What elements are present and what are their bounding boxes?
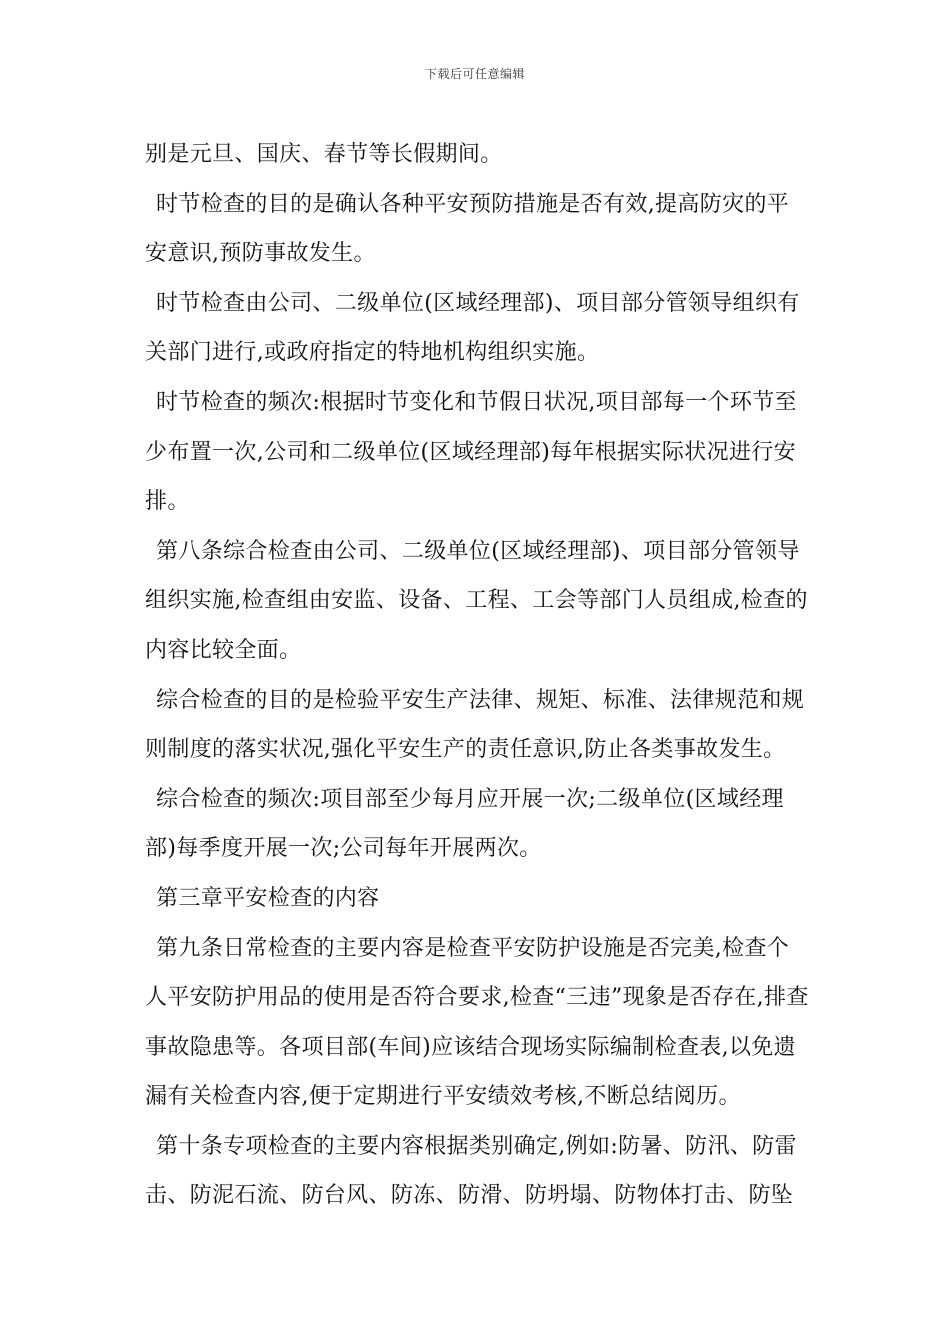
paragraph: 时节检查由公司、二级单位(区域经理部)、项目部分管领导组织有关部门进行,或政府指定的特地机构组织实施。 bbox=[145, 290, 800, 366]
paragraph: 第九条日常检查的主要内容是检查平安防护设施是否完美,检查个人平安防护用品的使用是否符合要求,检查“三违”现象是否存在,排查事故隐患等。各项目部(车间)应该结合现场实际编制检查表,以免遗漏有关检查内容,便于定期进行平安绩效考核,不断总结阅历。 bbox=[145, 935, 809, 1110]
paragraph: 综合检查的目的是检验平安生产法律、规矩、标准、法律规范和规则制度的落实状况,强化平安生产的责任意识,防止各类事故发生。 bbox=[145, 687, 805, 763]
paragraph: 第十条专项检查的主要内容根据类别确定,例如:防暑、防汛、防雷击、防泥石流、防台风、防冻、防滑、防坍塌、防物体打击、防坠 bbox=[145, 1133, 797, 1209]
page-header: 下载后可任意编辑 bbox=[424, 67, 525, 81]
document-body bbox=[145, 130, 810, 1221]
paragraph: 综合检查的频次:项目部至少每月应开展一次;二级单位(区域经理部)每季度开展一次;公司每年开展两次。 bbox=[145, 786, 784, 862]
paragraph: 时节检查的频次:根据时节变化和节假日状况,项目部每一个环节至少布置一次,公司和二级单位(区域经理部)每年根据实际状况进行安排。 bbox=[145, 389, 797, 515]
chapter-heading: 第三章平安检查的内容 bbox=[156, 885, 380, 911]
paragraph: 第八条综合检查由公司、二级单位(区域经理部)、项目部分管领导组织实施,检查组由安监、设备、工程、工会等部门人员组成,检查的内容比较全面。 bbox=[145, 538, 808, 663]
paragraph: 时节检查的目的是确认各种平安预防措施是否有效,提高防灾的平安意识,预防事故发生。 bbox=[145, 191, 790, 267]
paragraph: 别是元旦、国庆、春节等长假期间。 bbox=[145, 142, 503, 167]
